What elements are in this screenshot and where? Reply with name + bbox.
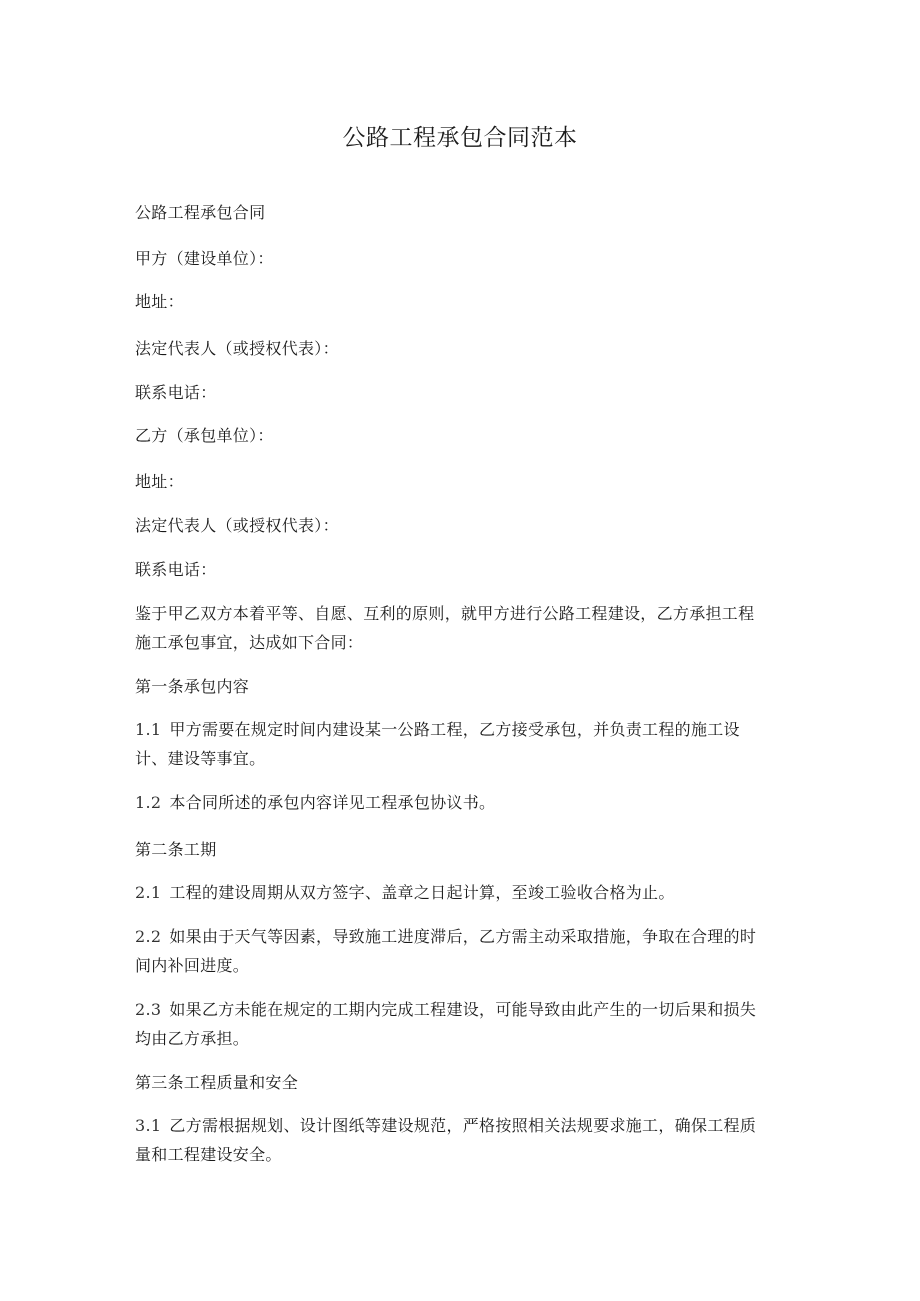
- preamble-line-2: 施工承包事宜，达成如下合同：: [135, 633, 364, 652]
- contract-subtitle: 公路工程承包合同: [135, 203, 266, 222]
- clause-2-2-line-1: [135, 922, 790, 951]
- party-a-representative: 法定代表人（或授权代表）：: [135, 339, 339, 358]
- article-1-heading: 第一条承包内容: [135, 677, 250, 696]
- party-a-phone: 联系电话：: [135, 383, 217, 402]
- document-title: 公路工程承包合同范本: [342, 125, 578, 151]
- article-3-heading: 第三条工程质量和安全: [135, 1073, 299, 1092]
- clause-3-1-line-2: 量和工程建设安全。: [135, 1145, 282, 1164]
- party-b-address: 地址：: [135, 472, 184, 491]
- preamble-line-1: 鉴于甲乙双方本着平等、自愿、互利的原则，就甲方进行公路工程建设，乙方承担工程: [135, 604, 755, 623]
- clause-3-1-line-1: [135, 1111, 790, 1140]
- clause-text: 如果由于天气等因素，导致施工进度滞后，乙方需主动采取措施，争取在合理的时: [169, 927, 757, 946]
- clause-2-2-line-2: 间内补回进度。: [135, 956, 250, 975]
- party-b-label: 乙方（承包单位）：: [135, 426, 274, 445]
- party-b-phone: 联系电话：: [135, 560, 217, 579]
- clause-2-1: [135, 878, 790, 907]
- clause-1-2: [135, 788, 790, 817]
- clause-text: 乙方需根据规划、设计图纸等建设规范，严格按照相关法规要求施工，确保工程质: [169, 1116, 757, 1135]
- clause-number: 2.1: [135, 883, 162, 902]
- party-a-address: 地址：: [135, 292, 184, 311]
- party-a-label: 甲方（建设单位）：: [135, 249, 274, 268]
- clause-1-1-line-2: 计、建设等事宜。: [135, 749, 266, 768]
- party-b-representative: 法定代表人（或授权代表）：: [135, 516, 339, 535]
- clause-text: 工程的建设周期从双方签字、盖章之日起计算，至竣工验收合格为止。: [169, 883, 675, 902]
- clause-text: 甲方需要在规定时间内建设某一公路工程，乙方接受承包，并负责工程的施工设: [169, 720, 740, 739]
- clause-text: 本合同所述的承包内容详见工程承包协议书。: [169, 793, 496, 812]
- article-2-heading: 第二条工期: [135, 840, 217, 859]
- clause-number: 3.1: [135, 1116, 162, 1135]
- clause-2-3-line-1: [135, 995, 790, 1024]
- clause-text: 如果乙方未能在规定的工期内完成工程建设，可能导致由此产生的一切后果和损失: [169, 1000, 757, 1019]
- clause-1-1-line-1: [135, 715, 790, 744]
- clause-2-3-line-2: 均由乙方承担。: [135, 1029, 250, 1048]
- clause-number: 1.1: [135, 720, 162, 739]
- clause-number: 2.3: [135, 1000, 162, 1019]
- clause-number: 1.2: [135, 793, 162, 812]
- clause-number: 2.2: [135, 927, 162, 946]
